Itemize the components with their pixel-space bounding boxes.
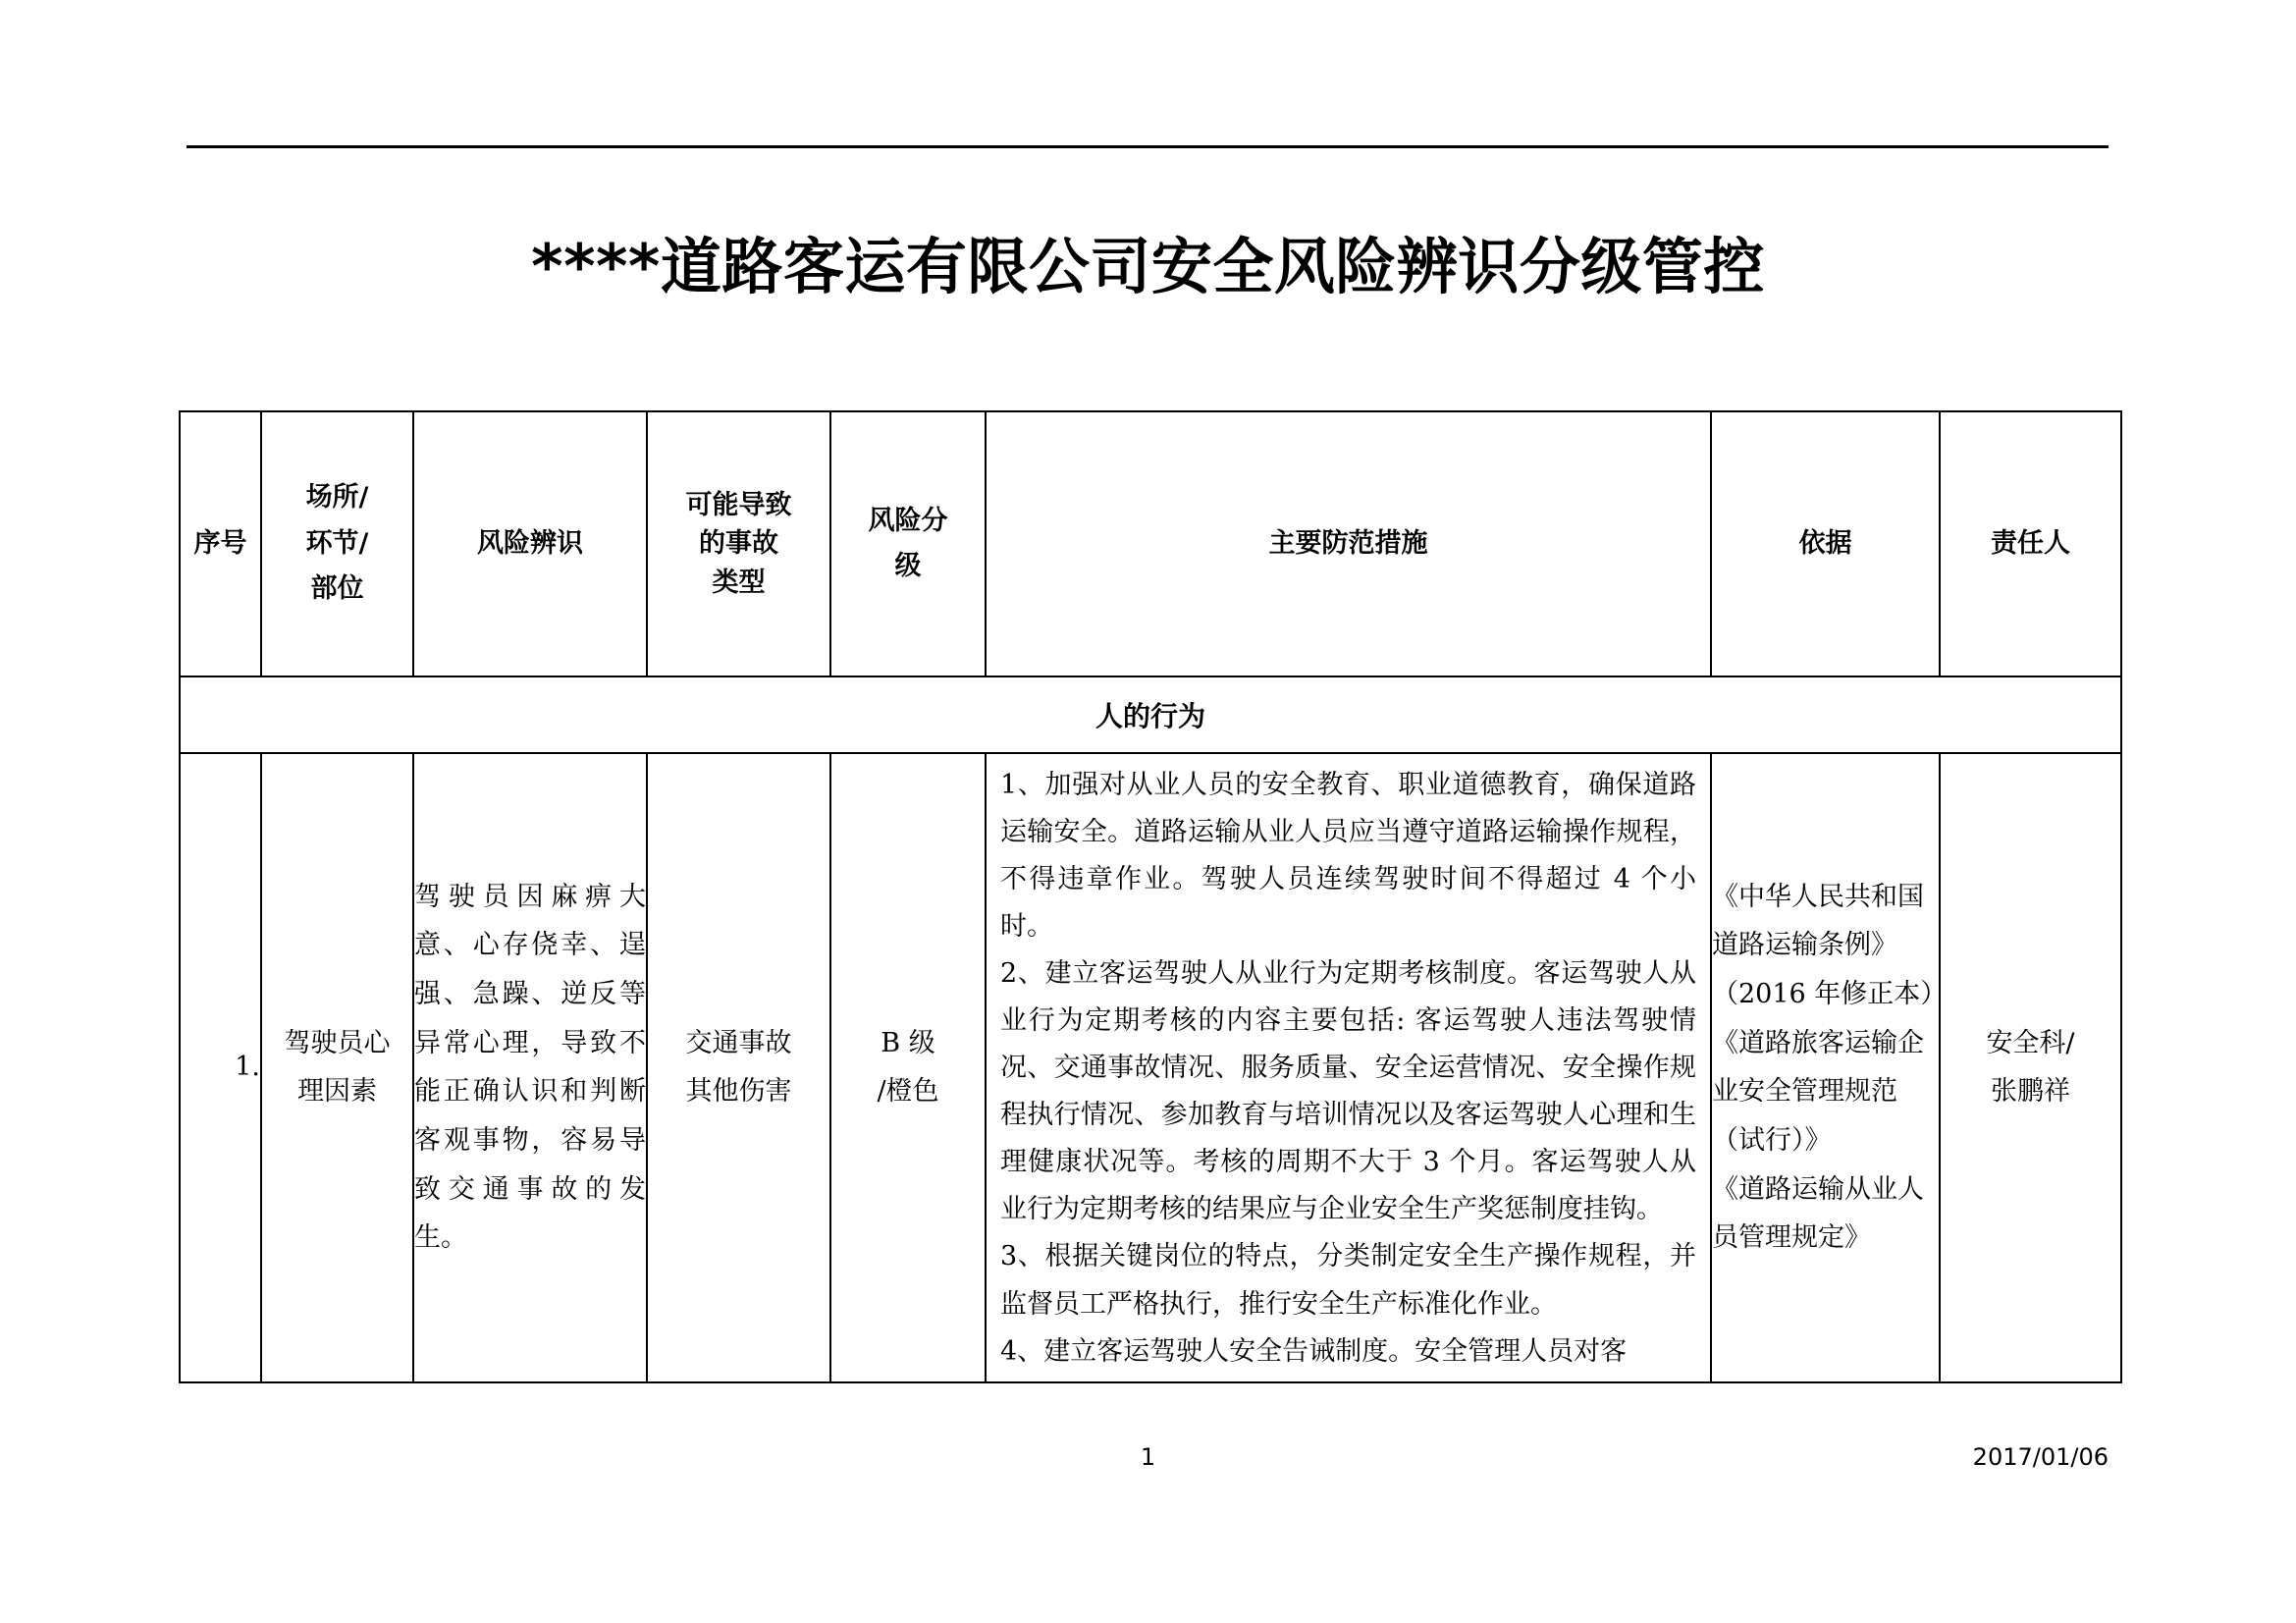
- basis-item: 《道路运输从业人员管理规定》: [1712, 1173, 1924, 1254]
- cell-preventive-measures: [986, 753, 1711, 1382]
- footer-date: 2017/01/06: [1972, 1443, 2109, 1471]
- measure-item: 3、根据关键岗位的特点，分类制定安全生产操作规程，并监督员工严格执行，推行安全生产标准化作业。: [1000, 1241, 1696, 1320]
- column-header-owner: 责任人: [1940, 411, 2121, 676]
- section-title: 人的行为: [180, 676, 2121, 753]
- cell-accident-line2: 其他伤害: [685, 1076, 792, 1108]
- cell-risk-level: [830, 753, 986, 1382]
- column-header-place-line3: 部位: [310, 573, 364, 605]
- measure-item: 4、建立客运驾驶人安全告诫制度。安全管理人员对客: [1000, 1335, 1628, 1367]
- column-header-accident-line3: 类型: [712, 567, 766, 598]
- table-row: [180, 753, 2121, 1382]
- measure-item: 1、加强对从业人员的安全教育、职业道德教育，确保道路运输安全。道路运输从业人员应当遵守道路运输操作规程，不得违章作业。驾驶人员连续驾驶时间不得超过 4 个小时。: [1000, 770, 1696, 943]
- cell-place-line2: 理因素: [297, 1076, 377, 1108]
- basis-item: 《道路旅客运输企业安全管理规范（试行）》: [1712, 1027, 1924, 1156]
- column-header-basis: 依据: [1711, 411, 1940, 676]
- column-header-seq: 序号: [180, 411, 261, 676]
- column-header-level-line2: 级: [894, 551, 922, 581]
- table-header-row: [180, 411, 2121, 676]
- cell-risk-identification: 驾驶员因麻痹大意、心存侥幸、逞强、急躁、逆反等异常心理，导致不能正确认识和判断客观事物，容易导致交通事故的发生。: [413, 753, 647, 1382]
- column-header-measures: 主要防范措施: [986, 411, 1711, 676]
- footer-page-number: 1: [1140, 1443, 1156, 1471]
- cell-basis: [1711, 753, 1948, 1382]
- measure-item: 2、建立客运驾驶人从业行为定期考核制度。客运驾驶人从业行为定期考核的内容主要包括: 客运驾驶人违法驾驶情况、交通事故情况、服务质量、安全运营情况、安全操作规程执行情况、参加教育与培训情况以及客运驾驶人心理和生理健康状况等。考核的周期不大于 3 个月。客运驾驶人从业行为定期考核的结果应与企业安全生产奖惩制度挂钩。: [1000, 958, 1696, 1225]
- cell-responsible-person: [1940, 753, 2121, 1382]
- column-header-risk-level: [830, 411, 986, 676]
- cell-accident-type: [647, 753, 830, 1382]
- column-header-place: [261, 411, 413, 676]
- column-header-accident-type: [647, 411, 830, 676]
- header-rule: [187, 145, 2109, 148]
- column-header-place-line1: 场所/: [305, 482, 369, 514]
- basis-item: 《中华人民共和国道路运输条例》（2016 年修正本）: [1712, 881, 1948, 1009]
- cell-place-line1: 驾驶员心: [284, 1027, 391, 1058]
- cell-accident-line1: 交通事故: [685, 1027, 792, 1058]
- risk-control-table: [179, 410, 2122, 1383]
- cell-owner-line1: 安全科/: [1986, 1027, 2075, 1058]
- section-header-row: [180, 676, 2121, 753]
- page-title: ****道路客运有限公司安全风险辨识分级管控: [531, 231, 1765, 302]
- column-header-accident-line1: 可能导致: [685, 490, 792, 521]
- cell-owner-line2: 张鹏祥: [1991, 1076, 2070, 1108]
- cell-level-line2: /橙色: [877, 1076, 939, 1108]
- cell-seq: 1.: [180, 753, 261, 1382]
- cell-level-line1: B 级: [881, 1027, 935, 1058]
- column-header-accident-line2: 的事故: [699, 528, 778, 560]
- cell-place: [261, 753, 413, 1382]
- column-header-level-line1: 风险分: [868, 505, 948, 536]
- column-header-risk: 风险辨识: [413, 411, 647, 676]
- column-header-place-line2: 环节/: [305, 527, 369, 559]
